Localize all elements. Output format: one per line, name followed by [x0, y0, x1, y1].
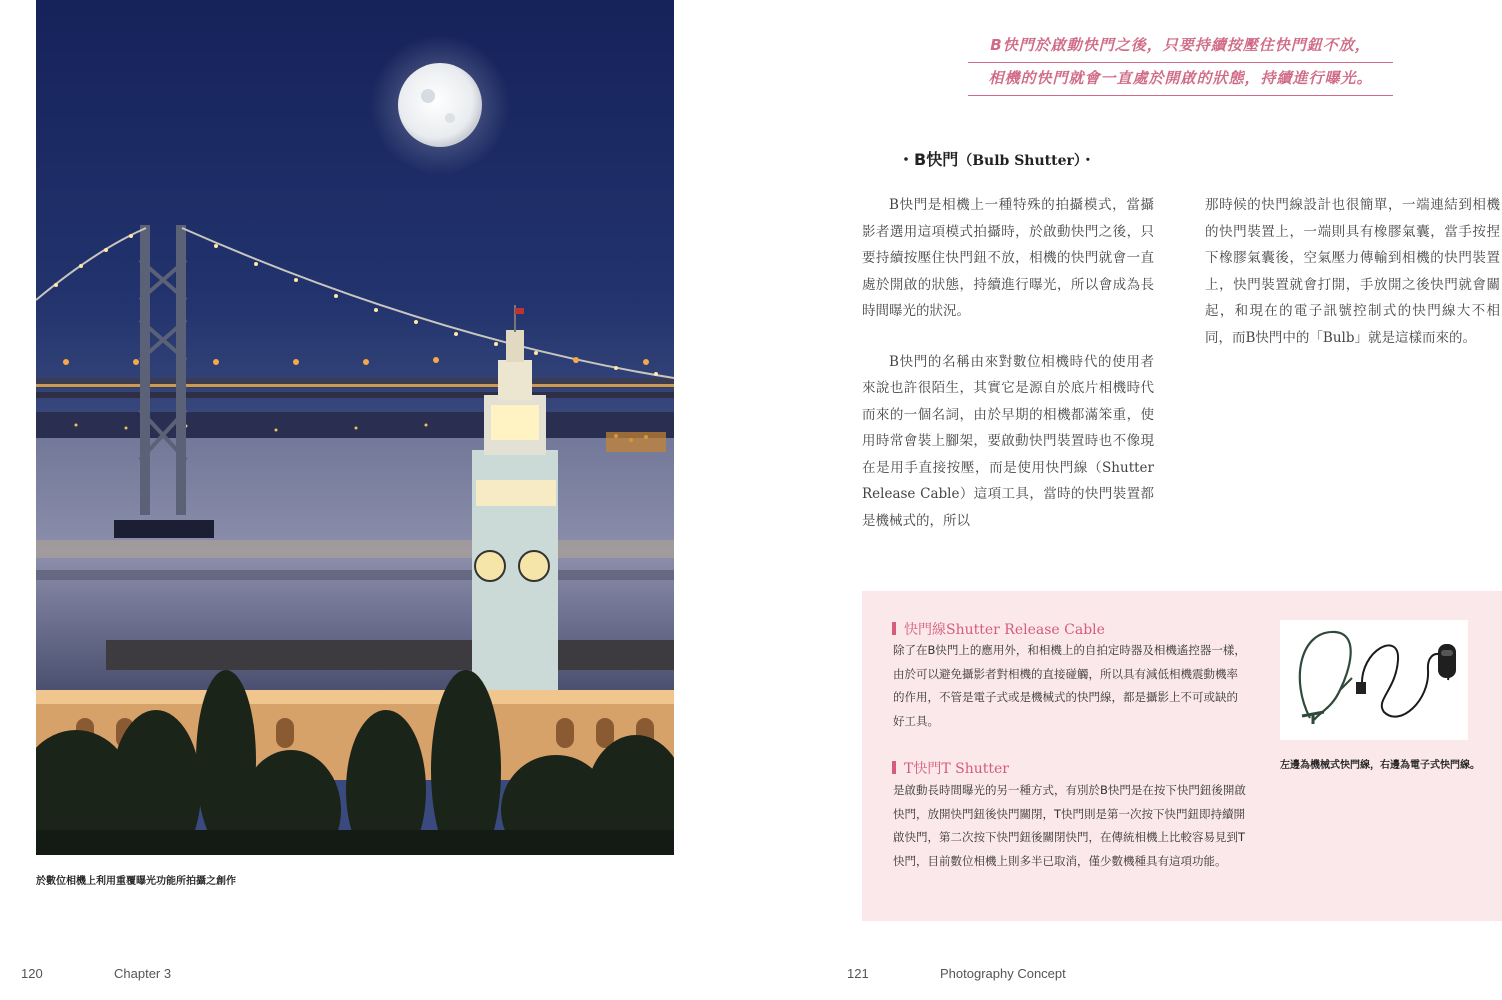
body-column-left	[862, 192, 1154, 558]
moon	[398, 63, 482, 147]
box-title-text: T快門T Shutter	[904, 761, 1009, 777]
box-title-text: 快門線Shutter Release Cable	[904, 622, 1105, 638]
heading-main: ・B快門	[898, 150, 959, 169]
page-number-right: 121	[847, 966, 869, 981]
chapter-label: Chapter 3	[114, 966, 172, 981]
pull-quote	[968, 30, 1393, 96]
box-text-t-shutter: 是啟動長時間曝光的另一種方式，有別於B快門是在按下快門鈕後開啟快門，放開快門鈕後快門關閉，T快門則是第一次按下快門鈕即持續開啟快門，第二次按下快門鈕後關閉快門，在傳統相機上比較容易見到T快門，目前數位相機上則多半已取消，僅少數機種具有這項功能。	[893, 783, 1246, 868]
title-bar-marker	[892, 761, 896, 774]
pull-quote-line: B快門於啟動快門之後，只要持續按壓住快門鈕不放，	[968, 30, 1393, 63]
paragraph: 那時候的快門線設計也很簡單，一端連結到相機的快門裝置上，一端則具有橡膠氣囊，當手按捏下橡膠氣囊後，空氣壓力傳輸到相機的快門裝置上，快門裝置就會打開，手放開之後快門就會關起，和現在的電子訊號控制式的快門線大不相同，而B快門中的「Bulb」就是這樣而來的。	[1205, 197, 1500, 346]
section-label: Photography Concept	[940, 966, 1066, 981]
info-box	[862, 591, 1502, 921]
cable-photo-caption: 左邊為機械式快門線，右邊為電子式快門線。	[1280, 760, 1480, 771]
body-column-right	[1205, 192, 1500, 375]
box-text-shutter-cable: 除了在B快門上的應用外，和相機上的自拍定時器及相機遙控器一樣，由於可以避免攝影者對相機的直接碰觸，所以具有減低相機震動機率的作用，不管是電子式或是機械式的快門線，都是攝影上不可或缺的好工具。	[893, 643, 1246, 728]
box-title-shutter-cable	[892, 619, 1105, 639]
section-heading	[898, 147, 1095, 170]
page-number-left: 120	[21, 966, 43, 981]
shutter-cables-photo	[1280, 620, 1468, 740]
night-bridge-clocktower-photo	[36, 0, 674, 855]
pull-quote-line: 相機的快門就會一直處於開啟的狀態，持續進行曝光。	[968, 63, 1393, 96]
photo-caption: 於數位相機上利用重覆曝光功能所拍攝之創作	[36, 876, 236, 887]
heading-sub: （Bulb Shutter）・	[958, 153, 1095, 169]
paragraph: B快門的名稱由來對數位相機時代的使用者來說也許很陌生，其實它是源自於底片相機時代而來的一個名詞，由於早期的相機都滿笨重，使用時常會裝上腳架，要啟動快門裝置時也不像現在是用手直接按壓，而是使用快門線（Shutter Release Cable）這項工具，當時的快門裝置都是機械式的，所以	[862, 353, 1154, 529]
title-bar-marker	[892, 622, 896, 635]
paragraph: B快門是相機上一種特殊的拍攝模式，當攝影者選用這項模式拍攝時，於啟動快門之後，只要持續按壓住快門鈕不放，相機的快門就會一直處於開啟的狀態，持續進行曝光，所以會成為長時間曝光的狀況。	[862, 197, 1154, 319]
box-title-t-shutter	[892, 758, 1009, 778]
